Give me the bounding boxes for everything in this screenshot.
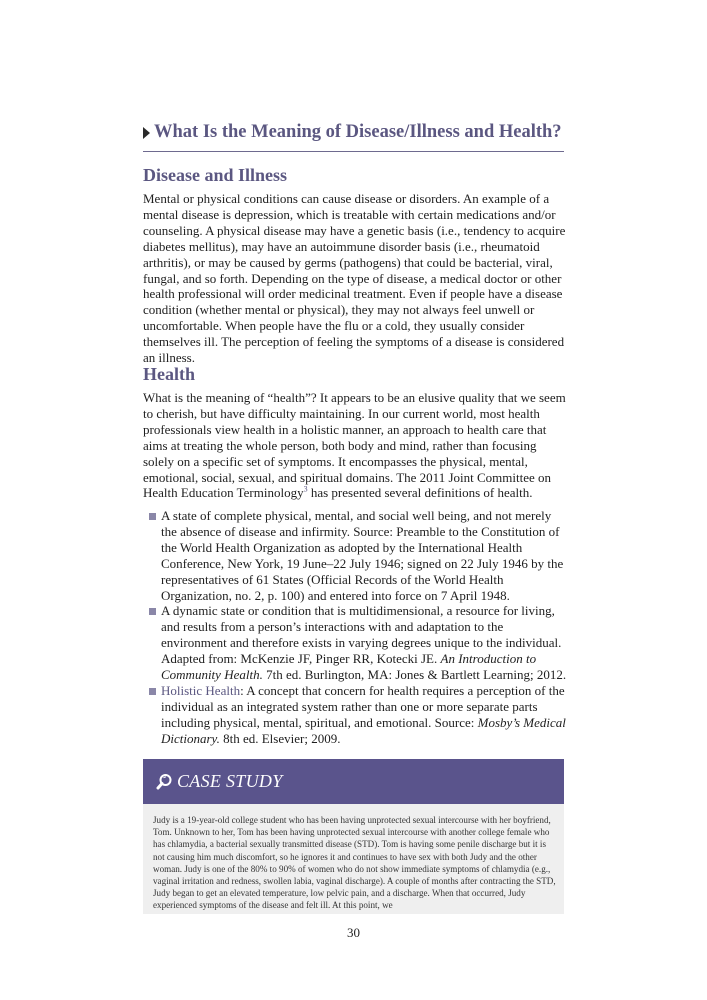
section-heading <box>143 122 564 152</box>
list-item <box>149 603 569 683</box>
page-number: 30 <box>347 925 360 940</box>
health-paragraph <box>143 390 566 501</box>
bullet-square-icon <box>149 608 156 615</box>
definition-dynamic <box>161 603 569 683</box>
book-title: An Introduction to Community Health. <box>161 651 537 683</box>
definition-holistic <box>161 683 569 747</box>
health-heading: Health <box>143 364 195 384</box>
disease-illness-paragraph <box>143 191 566 366</box>
disease-illness-heading: Disease and Illness <box>143 165 288 185</box>
definition-holistic-text: : A concept that concern for health requires a perception of the individual as an integrated system rather than one or more separate parts including physical, mental, spiritual, and emotional. Source: <box>161 682 565 730</box>
health-text-end: has presented several definitions of health. <box>307 485 533 501</box>
health-text-main: What is the meaning of “health”? It appears to be an elusive quality that we seem to cherish, but have difficulty maintaining. In our current world, most health professionals view health in a holistic manner, an approach to health care that aims at treating the whole person, both body and mind, rather than focusing solely on a specific set of symptoms. It encompasses the physical, mental, emotional, social, sexual, and spiritual domains. The 2011 Joint Committee on Health Education Terminology <box>143 390 566 501</box>
section-heading-text: What Is the Meaning of Disease/Illness and Health? <box>154 122 562 142</box>
case-study-header <box>143 759 564 804</box>
list-item <box>149 683 569 747</box>
triangle-marker-icon <box>143 127 150 139</box>
bullet-square-icon <box>149 688 156 695</box>
health-text <box>143 390 566 501</box>
case-study-title: CASE STUDY <box>177 771 283 791</box>
bullet-square-icon <box>149 513 156 520</box>
disease-illness-text: Mental or physical conditions can cause disease or disorders. An example of a mental disease is depression, which is treatable with certain medications and/or counseling. A physical disease may have a genetic basis (i.e., tendency to acquire diabetes mellitus), may have an autoimmune disorder basis (i.e., rheumatoid arthritis), or may be caused by germs (pathogens) that could be bacterial, viral, fungal, and so forth. Depending on the type of disease, a medical doctor or other health professional will order medicinal treatment. Even if people have a disease condition (whether mental or physical), they may not always feel unwell or uncomfortable. When people have the flu or a cold, they usually consider themselves ill. The perception of feeling the symptoms of a disease is considered an illness. <box>143 191 566 366</box>
definition-dynamic-text: A dynamic state or condition that is multidimensional, a resource for living, and results from a person’s interactions with and adaptation to the environment and therefore exists in varying degrees unique to the individual. Adapted from: McKenzie JF, Pinger RR, Kotecki JE. <box>161 603 562 667</box>
case-study-text: Judy is a 19-year-old college student who has been having unprotected sexual intercourse with her boyfriend, Tom. Unknown to her, Tom has been having unprotected sexual intercourse with another college female who has chlamydia, a bacterial sexually transmitted disease (STD). Tom is having some penile discharge but it is not causing him much discomfort, so he ignores it and continues to have sex with both Judy and the other woman. Judy is one of the 80% to 90% of women who do not show immediate symptoms of chlamydia (e.g., vaginal irritation and redness, swollen labia, vaginal discharge). A couple of months after contracting the STD, Judy began to get an elevated temperature, low pelvic pain, and a discharge. When that occurred, Judy experienced symptoms of the disease and felt ill. At this point, we <box>153 815 556 911</box>
footnote-reference: 3 <box>303 485 308 495</box>
definition-holistic-source: 8th ed. Elsevier; 2009. <box>219 730 341 746</box>
case-study-box <box>143 804 564 914</box>
dictionary-title: Mosby’s Medical Dictionary. <box>161 714 566 746</box>
list-item <box>149 508 569 603</box>
holistic-health-term: Holistic Health <box>161 682 241 698</box>
definitions-list <box>149 508 569 747</box>
definition-who: A state of complete physical, mental, and social well being, and not merely the absence of disease and infirmity. Source: Preamble to the Constitution of the World Health Organization as adopted by the International Health Conference, New York, 19 June–22 July 1946; signed on 22 July 1946 by the representatives of 61 States (Official Records of the World Health Organization, no. 2, p. 100) and entered into force on 7 April 1948. <box>161 508 564 603</box>
magnifier-icon <box>155 773 173 791</box>
definition-dynamic-source: 7th ed. Burlington, MA: Jones & Bartlett Learning; 2012. <box>262 667 567 683</box>
